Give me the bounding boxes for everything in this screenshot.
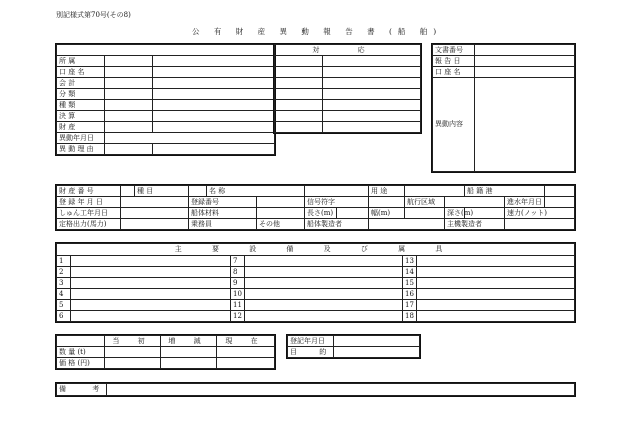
quantity-price-table (56, 335, 275, 369)
eq-no: 9 (231, 278, 245, 289)
header-genzai: 現 在 (217, 336, 275, 347)
label-side-kouza: 口 座 名 (433, 67, 475, 78)
equipment-table (56, 243, 575, 322)
label-zaisan-no: 財 産 番 号 (57, 186, 121, 197)
label-idou-naiyou: 異動内容 (433, 78, 475, 172)
label-joumuin: 乗務員 (189, 219, 257, 230)
label-suuryou: 数 量 (t) (57, 347, 105, 358)
label-shurui: 種 類 (57, 100, 105, 111)
eq-no: 7 (231, 256, 245, 267)
label-kakaku: 価 格 (円) (57, 358, 105, 369)
header-toushou: 当 初 (105, 336, 161, 347)
eq-no: 2 (57, 267, 71, 278)
label-sonota: その他 (257, 219, 305, 230)
label-kaikei: 会 計 (57, 78, 105, 89)
eq-no: 12 (231, 311, 245, 322)
label-meishou: 名 称 (207, 186, 305, 197)
registration-table (287, 335, 420, 358)
document-info-table (432, 44, 575, 172)
label-bikou: 備 考 (57, 384, 107, 396)
eq-no: 17 (403, 300, 417, 311)
form-reference: 別記様式第70号(その8) (56, 11, 131, 19)
label-idou-date: 異動年月日 (57, 133, 105, 144)
vessel-details-table (56, 185, 575, 230)
eq-no: 6 (57, 311, 71, 322)
eq-no: 18 (403, 311, 417, 322)
label-koukou: 航行区域 (405, 197, 445, 208)
label-shingou: 信号符字 (305, 197, 369, 208)
label-youto: 用 途 (369, 186, 405, 197)
label-kouza: 口 座 名 (57, 67, 105, 78)
eq-no: 16 (403, 289, 417, 300)
label-kessan: 決 算 (57, 111, 105, 122)
label-haba: 幅(m) (369, 208, 405, 219)
label-bunrui: 分 類 (57, 89, 105, 100)
label-senseki: 船 籍 港 (465, 186, 545, 197)
taiou-header: 対 応 (275, 45, 421, 56)
label-shunkou: しゅん工年月日 (57, 208, 121, 219)
label-nagasa: 長さ(m) (305, 208, 337, 219)
label-mokuteki: 目 的 (288, 347, 334, 358)
label-shinsui: 進水年月日 (505, 197, 545, 208)
label-zaisan: 財 産 (57, 122, 105, 133)
correspondence-table (274, 44, 421, 133)
label-shozoku: 所 属 (57, 56, 105, 67)
label-sentai-maker: 船体製造者 (305, 219, 369, 230)
label-bunsho-no: 文書番号 (433, 45, 475, 56)
label-report-date: 報 告 日 (433, 56, 475, 67)
label-fukasa: 深さ(m) (445, 208, 465, 219)
label-shuki-maker: 主機製造者 (445, 219, 505, 230)
equipment-header: 主 要 設 備 及 び 属 具 (57, 244, 575, 256)
form-title: 公 有 財 産 異 動 報 告 書 (船 舶) (192, 27, 443, 36)
eq-no: 4 (57, 289, 71, 300)
eq-no: 15 (403, 278, 417, 289)
label-sentai: 船体材料 (189, 208, 257, 219)
label-shutsuryoku: 定格出力(馬力) (57, 219, 121, 230)
label-touroku-date: 登 録 年 月 日 (57, 197, 121, 208)
label-touroku-no: 登録番号 (189, 197, 257, 208)
eq-no: 1 (57, 256, 71, 267)
label-sokuryoku: 速力(ノット) (505, 208, 575, 219)
asset-info-table (56, 44, 275, 155)
eq-no: 13 (403, 256, 417, 267)
eq-no: 10 (231, 289, 245, 300)
label-shumoku: 種 目 (135, 186, 189, 197)
label-touki-date: 登記年月日 (288, 336, 334, 347)
eq-no: 3 (57, 278, 71, 289)
label-idou-reason: 異 動 理 由 (57, 144, 105, 155)
remarks-table (56, 383, 575, 396)
eq-no: 11 (231, 300, 245, 311)
eq-no: 14 (403, 267, 417, 278)
eq-no: 8 (231, 267, 245, 278)
eq-no: 5 (57, 300, 71, 311)
header-zougen: 増 減 (161, 336, 217, 347)
